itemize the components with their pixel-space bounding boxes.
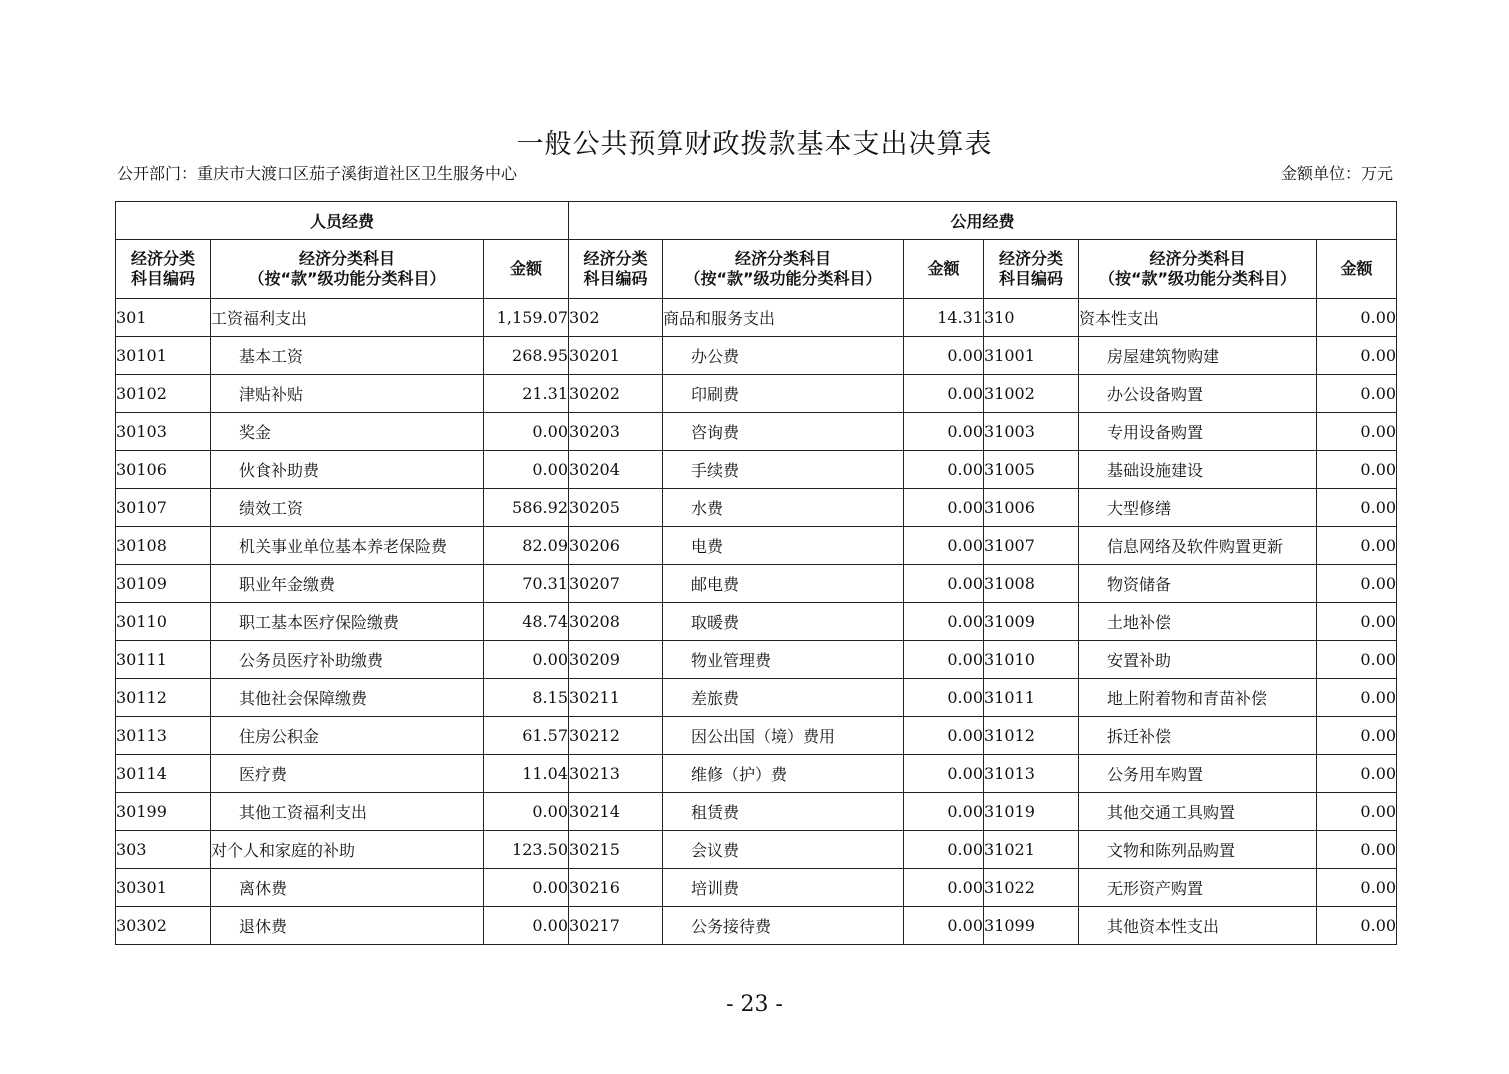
cell-code: 30211 — [569, 679, 663, 717]
col-header-code: 经济分类 科目编码 — [116, 240, 211, 299]
cell-amount: 0.00 — [904, 603, 984, 641]
cell-subject: 物资储备 — [1079, 565, 1317, 603]
cell-amount: 0.00 — [1317, 489, 1397, 527]
cell-amount: 0.00 — [1317, 603, 1397, 641]
cell-subject: 基本工资 — [211, 337, 484, 375]
cell-amount: 0.00 — [904, 793, 984, 831]
cell-amount: 0.00 — [484, 413, 569, 451]
cell-amount: 0.00 — [904, 337, 984, 375]
cell-code: 31021 — [984, 831, 1079, 869]
cell-amount: 0.00 — [904, 375, 984, 413]
cell-code: 30201 — [569, 337, 663, 375]
cell-subject: 专用设备购置 — [1079, 413, 1317, 451]
cell-subject: 基础设施建设 — [1079, 451, 1317, 489]
cell-subject: 无形资产购置 — [1079, 869, 1317, 907]
cell-code: 30215 — [569, 831, 663, 869]
cell-subject: 物业管理费 — [663, 641, 904, 679]
cell-code: 31012 — [984, 717, 1079, 755]
cell-code: 30213 — [569, 755, 663, 793]
cell-code: 30208 — [569, 603, 663, 641]
cell-amount: 82.09 — [484, 527, 569, 565]
col-header-amount: 金额 — [904, 240, 984, 299]
cell-subject: 安置补助 — [1079, 641, 1317, 679]
cell-subject: 奖金 — [211, 413, 484, 451]
cell-amount: 0.00 — [904, 413, 984, 451]
cell-code: 30207 — [569, 565, 663, 603]
table-row — [116, 603, 1397, 641]
cell-code: 31022 — [984, 869, 1079, 907]
cell-amount: 0.00 — [904, 755, 984, 793]
cell-subject: 房屋建筑物购建 — [1079, 337, 1317, 375]
page-number: - 23 - — [726, 992, 783, 1017]
col-header-code: 经济分类 科目编码 — [984, 240, 1079, 299]
cell-code: 30102 — [116, 375, 211, 413]
cell-subject: 信息网络及软件购置更新 — [1079, 527, 1317, 565]
cell-code: 31011 — [984, 679, 1079, 717]
cell-subject: 邮电费 — [663, 565, 904, 603]
cell-subject: 差旅费 — [663, 679, 904, 717]
cell-subject: 住房公积金 — [211, 717, 484, 755]
cell-amount: 0.00 — [1317, 375, 1397, 413]
cell-code: 30111 — [116, 641, 211, 679]
cell-subject: 工资福利支出 — [211, 299, 484, 337]
cell-subject: 办公费 — [663, 337, 904, 375]
table-row — [116, 413, 1397, 451]
cell-amount: 0.00 — [904, 527, 984, 565]
cell-code: 30101 — [116, 337, 211, 375]
cell-amount: 0.00 — [1317, 337, 1397, 375]
group-header-personnel: 人员经费 — [116, 202, 569, 240]
cell-subject: 文物和陈列品购置 — [1079, 831, 1317, 869]
cell-amount: 14.31 — [904, 299, 984, 337]
col-header-subject: 经济分类科目 （按“款”级功能分类科目） — [1079, 240, 1317, 299]
col-header-amount: 金额 — [1317, 240, 1397, 299]
amount-unit-label: 金额单位：万元 — [1280, 164, 1393, 183]
cell-code: 30205 — [569, 489, 663, 527]
table-row — [116, 717, 1397, 755]
table-row — [116, 451, 1397, 489]
cell-amount: 0.00 — [1317, 717, 1397, 755]
cell-amount: 0.00 — [1317, 793, 1397, 831]
table-row — [116, 679, 1397, 717]
table-row — [116, 565, 1397, 603]
cell-subject: 大型修缮 — [1079, 489, 1317, 527]
cell-amount: 21.31 — [484, 375, 569, 413]
cell-code: 30108 — [116, 527, 211, 565]
cell-amount: 0.00 — [1317, 451, 1397, 489]
cell-subject: 咨询费 — [663, 413, 904, 451]
cell-subject: 资本性支出 — [1079, 299, 1317, 337]
cell-subject: 其他资本性支出 — [1079, 907, 1317, 945]
cell-amount: 268.95 — [484, 337, 569, 375]
cell-subject: 会议费 — [663, 831, 904, 869]
cell-subject: 培训费 — [663, 869, 904, 907]
cell-subject: 职工基本医疗保险缴费 — [211, 603, 484, 641]
cell-amount: 0.00 — [484, 641, 569, 679]
table-row — [116, 489, 1397, 527]
cell-amount: 1,159.07 — [484, 299, 569, 337]
table-row — [116, 527, 1397, 565]
cell-subject: 公务用车购置 — [1079, 755, 1317, 793]
cell-code: 30113 — [116, 717, 211, 755]
cell-amount: 0.00 — [1317, 831, 1397, 869]
cell-subject: 对个人和家庭的补助 — [211, 831, 484, 869]
cell-code: 30106 — [116, 451, 211, 489]
cell-amount: 61.57 — [484, 717, 569, 755]
col-header-amount: 金额 — [484, 240, 569, 299]
cell-subject: 机关事业单位基本养老保险费 — [211, 527, 484, 565]
cell-amount: 0.00 — [484, 869, 569, 907]
cell-subject: 其他工资福利支出 — [211, 793, 484, 831]
cell-amount: 0.00 — [484, 907, 569, 945]
cell-subject: 因公出国（境）费用 — [663, 717, 904, 755]
table-row — [116, 831, 1397, 869]
cell-code: 31003 — [984, 413, 1079, 451]
cell-amount: 0.00 — [484, 451, 569, 489]
cell-amount: 0.00 — [904, 907, 984, 945]
cell-amount: 0.00 — [1317, 565, 1397, 603]
cell-subject: 伙食补助费 — [211, 451, 484, 489]
cell-amount: 70.31 — [484, 565, 569, 603]
cell-code: 30112 — [116, 679, 211, 717]
col-header-subject: 经济分类科目 （按“款”级功能分类科目） — [211, 240, 484, 299]
cell-code: 31013 — [984, 755, 1079, 793]
cell-code: 30206 — [569, 527, 663, 565]
cell-code: 30110 — [116, 603, 211, 641]
cell-subject: 其他交通工具购置 — [1079, 793, 1317, 831]
page-title: 一般公共预算财政拨款基本支出决算表 — [516, 129, 993, 160]
cell-subject: 电费 — [663, 527, 904, 565]
cell-amount: 586.92 — [484, 489, 569, 527]
cell-code: 31099 — [984, 907, 1079, 945]
cell-amount: 48.74 — [484, 603, 569, 641]
cell-amount: 123.50 — [484, 831, 569, 869]
cell-subject: 商品和服务支出 — [663, 299, 904, 337]
cell-code: 30302 — [116, 907, 211, 945]
group-header-public: 公用经费 — [569, 202, 1397, 240]
cell-code: 30212 — [569, 717, 663, 755]
cell-subject: 地上附着物和青苗补偿 — [1079, 679, 1317, 717]
cell-code: 30103 — [116, 413, 211, 451]
cell-code: 31009 — [984, 603, 1079, 641]
cell-code: 31005 — [984, 451, 1079, 489]
cell-code: 30114 — [116, 755, 211, 793]
cell-subject: 离休费 — [211, 869, 484, 907]
table-row — [116, 869, 1397, 907]
cell-subject: 公务员医疗补助缴费 — [211, 641, 484, 679]
cell-amount: 0.00 — [904, 489, 984, 527]
cell-code: 30107 — [116, 489, 211, 527]
cell-subject: 办公设备购置 — [1079, 375, 1317, 413]
cell-code: 30199 — [116, 793, 211, 831]
expenditure-table — [115, 201, 1397, 945]
cell-subject: 印刷费 — [663, 375, 904, 413]
cell-code: 301 — [116, 299, 211, 337]
col-header-code: 经济分类 科目编码 — [569, 240, 663, 299]
cell-code: 30301 — [116, 869, 211, 907]
cell-amount: 0.00 — [1317, 755, 1397, 793]
cell-amount: 0.00 — [904, 565, 984, 603]
cell-amount: 0.00 — [904, 679, 984, 717]
cell-code: 31010 — [984, 641, 1079, 679]
table-row — [116, 907, 1397, 945]
table-row — [116, 641, 1397, 679]
table-row — [116, 755, 1397, 793]
cell-subject: 职业年金缴费 — [211, 565, 484, 603]
cell-code: 30216 — [569, 869, 663, 907]
cell-subject: 其他社会保障缴费 — [211, 679, 484, 717]
cell-code: 30217 — [569, 907, 663, 945]
cell-code: 31008 — [984, 565, 1079, 603]
cell-code: 31006 — [984, 489, 1079, 527]
cell-subject: 医疗费 — [211, 755, 484, 793]
cell-code: 30202 — [569, 375, 663, 413]
cell-code: 30214 — [569, 793, 663, 831]
cell-amount: 0.00 — [904, 869, 984, 907]
table-row — [116, 337, 1397, 375]
cell-subject: 绩效工资 — [211, 489, 484, 527]
table-row — [116, 375, 1397, 413]
cell-code: 30203 — [569, 413, 663, 451]
cell-subject: 津贴补贴 — [211, 375, 484, 413]
cell-amount: 0.00 — [1317, 413, 1397, 451]
table-row — [116, 299, 1397, 337]
cell-subject: 土地补偿 — [1079, 603, 1317, 641]
cell-subject: 水费 — [663, 489, 904, 527]
cell-code: 31019 — [984, 793, 1079, 831]
cell-amount: 0.00 — [1317, 527, 1397, 565]
cell-code: 302 — [569, 299, 663, 337]
cell-amount: 0.00 — [1317, 299, 1397, 337]
cell-amount: 11.04 — [484, 755, 569, 793]
cell-code: 31002 — [984, 375, 1079, 413]
cell-code: 310 — [984, 299, 1079, 337]
cell-code: 30109 — [116, 565, 211, 603]
cell-subject: 退休费 — [211, 907, 484, 945]
cell-code: 30204 — [569, 451, 663, 489]
department-label: 公开部门：重庆市大渡口区茄子溪街道社区卫生服务中心 — [117, 164, 518, 183]
cell-amount: 8.15 — [484, 679, 569, 717]
cell-code: 303 — [116, 831, 211, 869]
cell-amount: 0.00 — [904, 831, 984, 869]
cell-subject: 维修（护）费 — [663, 755, 904, 793]
cell-amount: 0.00 — [1317, 907, 1397, 945]
cell-subject: 租赁费 — [663, 793, 904, 831]
cell-subject: 取暖费 — [663, 603, 904, 641]
cell-amount: 0.00 — [1317, 641, 1397, 679]
cell-subject: 公务接待费 — [663, 907, 904, 945]
cell-code: 31001 — [984, 337, 1079, 375]
col-header-subject: 经济分类科目 （按“款”级功能分类科目） — [663, 240, 904, 299]
cell-code: 30209 — [569, 641, 663, 679]
cell-code: 31007 — [984, 527, 1079, 565]
cell-amount: 0.00 — [484, 793, 569, 831]
cell-amount: 0.00 — [904, 451, 984, 489]
cell-amount: 0.00 — [1317, 679, 1397, 717]
cell-amount: 0.00 — [904, 641, 984, 679]
table-row — [116, 793, 1397, 831]
cell-amount: 0.00 — [1317, 869, 1397, 907]
cell-amount: 0.00 — [904, 717, 984, 755]
cell-subject: 拆迁补偿 — [1079, 717, 1317, 755]
cell-subject: 手续费 — [663, 451, 904, 489]
